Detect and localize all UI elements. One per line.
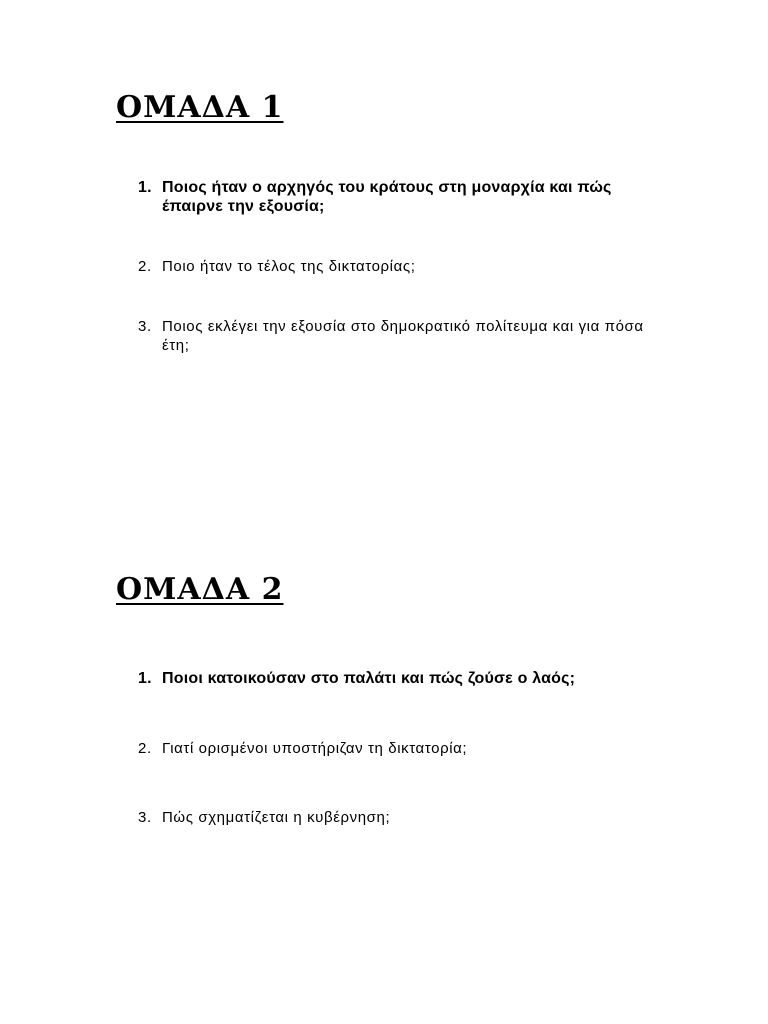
question-number: 1. xyxy=(138,670,152,687)
question-text: Ποιοι κατοικούσαν στο παλάτι και πώς ζούσε ο λαός; xyxy=(162,670,576,687)
group-1-question-3 xyxy=(138,317,658,355)
question-number: 2. xyxy=(138,740,152,757)
question-text: Ποιος εκλέγει την εξουσία στο δημοκρατικό πολίτευμα και για πόσα έτη; xyxy=(162,318,644,354)
group-2-question-1 xyxy=(138,669,658,688)
group-1-title: ΟΜΑΔΑ 1 xyxy=(116,90,284,125)
group-1-question-1 xyxy=(138,178,658,216)
question-text: Ποιος ήταν ο αρχηγός του κράτους στη μοναρχία και πώς έπαιρνε την εξουσία; xyxy=(162,179,612,215)
question-text: Ποιο ήταν το τέλος της δικτατορίας; xyxy=(162,258,416,275)
group-2-question-2 xyxy=(138,739,658,758)
group-2-title: ΟΜΑΔΑ 2 xyxy=(116,572,284,607)
question-text: Πώς σχηματίζεται η κυβέρνηση; xyxy=(162,809,391,826)
question-number: 2. xyxy=(138,258,152,275)
question-text: Γιατί ορισμένοι υποστήριζαν τη δικτατορία; xyxy=(162,740,468,757)
question-number: 3. xyxy=(138,318,152,335)
group-2-question-3 xyxy=(138,808,658,827)
question-number: 3. xyxy=(138,809,152,826)
group-1-question-2 xyxy=(138,257,658,276)
question-number: 1. xyxy=(138,179,152,196)
